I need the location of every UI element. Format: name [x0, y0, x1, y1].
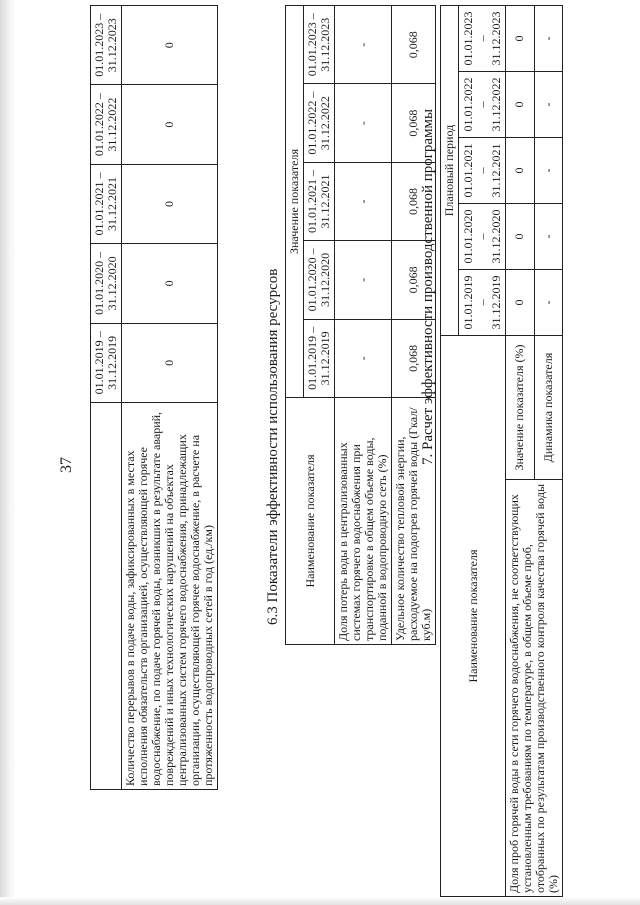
- sub-row-label: Динамика показателя: [534, 336, 563, 480]
- period-start: 01.01.2019: [461, 275, 475, 330]
- period-start: 01.01.2021: [461, 143, 475, 198]
- table-row: [122, 6, 218, 790]
- column-header-name: Наименование показателя: [441, 336, 506, 897]
- indicator-value: 0,068: [392, 241, 436, 319]
- period-header: 01.01.2022 – 31.12.2022: [91, 85, 122, 164]
- indicator-label: Доля проб горячей воды в сети горячего водоснабжения, не соответствующих установленным требованиям по температуре, в общем объеме проб, отобранных по результатам производственного контроля качества горячей воды (%): [506, 480, 563, 897]
- period-header: 01.01.2023 – 31.12.2023: [304, 6, 335, 84]
- section-heading: 7. Расчет эффективности производственной программы: [420, 108, 436, 465]
- period-header: [459, 72, 506, 138]
- period-header: 01.01.2023 – 31.12.2023: [91, 6, 122, 85]
- period-header: 01.01.2019 – 31.12.2019: [91, 323, 122, 402]
- indicator-value: 0: [122, 164, 218, 243]
- indicator-value: 0: [122, 323, 218, 402]
- indicator-value: 0: [506, 270, 535, 336]
- table-row: [506, 6, 535, 897]
- table-row: [335, 6, 392, 645]
- period-header: 01.01.2021 – 31.12.2021: [91, 164, 122, 243]
- period-end: 31.12.2022: [489, 77, 503, 132]
- period-header: 01.01.2022 – 31.12.2022: [304, 84, 335, 162]
- period-header: 01.01.2019 – 31.12.2019: [304, 319, 335, 397]
- column-group-header: Плановый период: [441, 6, 459, 336]
- indicator-label: Доля потерь воды в централизованных системах горячего водоснабжения при транспортировке в общем объеме воды, поданной в водопроводную сеть (%): [335, 398, 392, 645]
- indicator-value: -: [534, 6, 563, 72]
- indicator-value: 0: [506, 6, 535, 72]
- indicator-value: -: [335, 241, 392, 319]
- indicator-value: -: [534, 138, 563, 204]
- period-separator: –: [475, 101, 489, 108]
- table-header-row: [286, 6, 304, 645]
- period-start: 01.01.2020: [461, 209, 475, 264]
- period-start: 01.01.2022: [461, 77, 475, 132]
- empty-header-cell: [91, 403, 122, 790]
- indicator-value: 0: [122, 244, 218, 323]
- indicator-value: 0: [506, 204, 535, 270]
- period-start: 01.01.2023: [461, 11, 475, 66]
- indicator-value: 0: [122, 85, 218, 164]
- indicator-value: 0: [506, 138, 535, 204]
- table-header-row: [441, 6, 459, 897]
- period-separator: –: [475, 167, 489, 174]
- indicator-value: -: [534, 72, 563, 138]
- period-separator: –: [475, 35, 489, 42]
- period-end: 31.12.2019: [489, 275, 503, 330]
- period-end: 31.12.2020: [489, 209, 503, 264]
- indicator-value: 0: [122, 6, 218, 85]
- column-header-name: Наименование показателя: [286, 398, 335, 645]
- indicator-value: -: [335, 162, 392, 240]
- indicator-label: Удельное количество тепловой энергии, расходуемое на подогрев горячей воды (Гкал/куб.м): [392, 398, 436, 645]
- period-header: [459, 270, 506, 336]
- period-header: 01.01.2020 – 31.12.2020: [304, 241, 335, 319]
- table-header-row: [91, 6, 122, 790]
- period-header: [459, 138, 506, 204]
- period-end: 31.12.2021: [489, 143, 503, 198]
- indicator-value: 0,068: [392, 319, 436, 397]
- indicator-value: 0: [506, 72, 535, 138]
- page-number: 37: [58, 457, 75, 473]
- indicator-value: -: [534, 270, 563, 336]
- resource-efficiency-table: [285, 5, 436, 645]
- indicator-value: 0,068: [392, 162, 436, 240]
- period-header: [459, 6, 506, 72]
- interruptions-table: [90, 5, 218, 790]
- indicator-value: -: [335, 84, 392, 162]
- sub-row-label: Значение показателя (%): [506, 336, 535, 480]
- indicator-value: -: [335, 6, 392, 84]
- period-header: 01.01.2020 – 31.12.2020: [91, 244, 122, 323]
- period-header: 01.01.2021 – 31.12.2021: [304, 162, 335, 240]
- period-header: [459, 204, 506, 270]
- indicator-value: -: [335, 319, 392, 397]
- program-efficiency-table: [440, 5, 563, 897]
- indicator-value: 0,068: [392, 84, 436, 162]
- indicator-value: -: [534, 204, 563, 270]
- column-group-header: Значение показателя: [286, 6, 304, 398]
- indicator-value: 0,068: [392, 6, 436, 84]
- period-end: 31.12.2023: [489, 11, 503, 66]
- section-heading: 6.3 Показатели эффективности использования ресурсов: [265, 268, 281, 625]
- period-separator: –: [475, 233, 489, 240]
- period-separator: –: [475, 299, 489, 306]
- indicator-label: Количество перерывов в подаче воды, зафиксированных в местах исполнения обязательств организацией, осуществляющей горячее водоснабжение, по подаче горячей воды, возникших в результате аварий, повреждений и иных технологических нарушений на объектах централизованных систем горячего водоснабжения, принадлежащих организации, осуществляющей горячее водоснабжение, в расчете на протяженность водопроводных сетей в год (ед./км): [122, 403, 218, 790]
